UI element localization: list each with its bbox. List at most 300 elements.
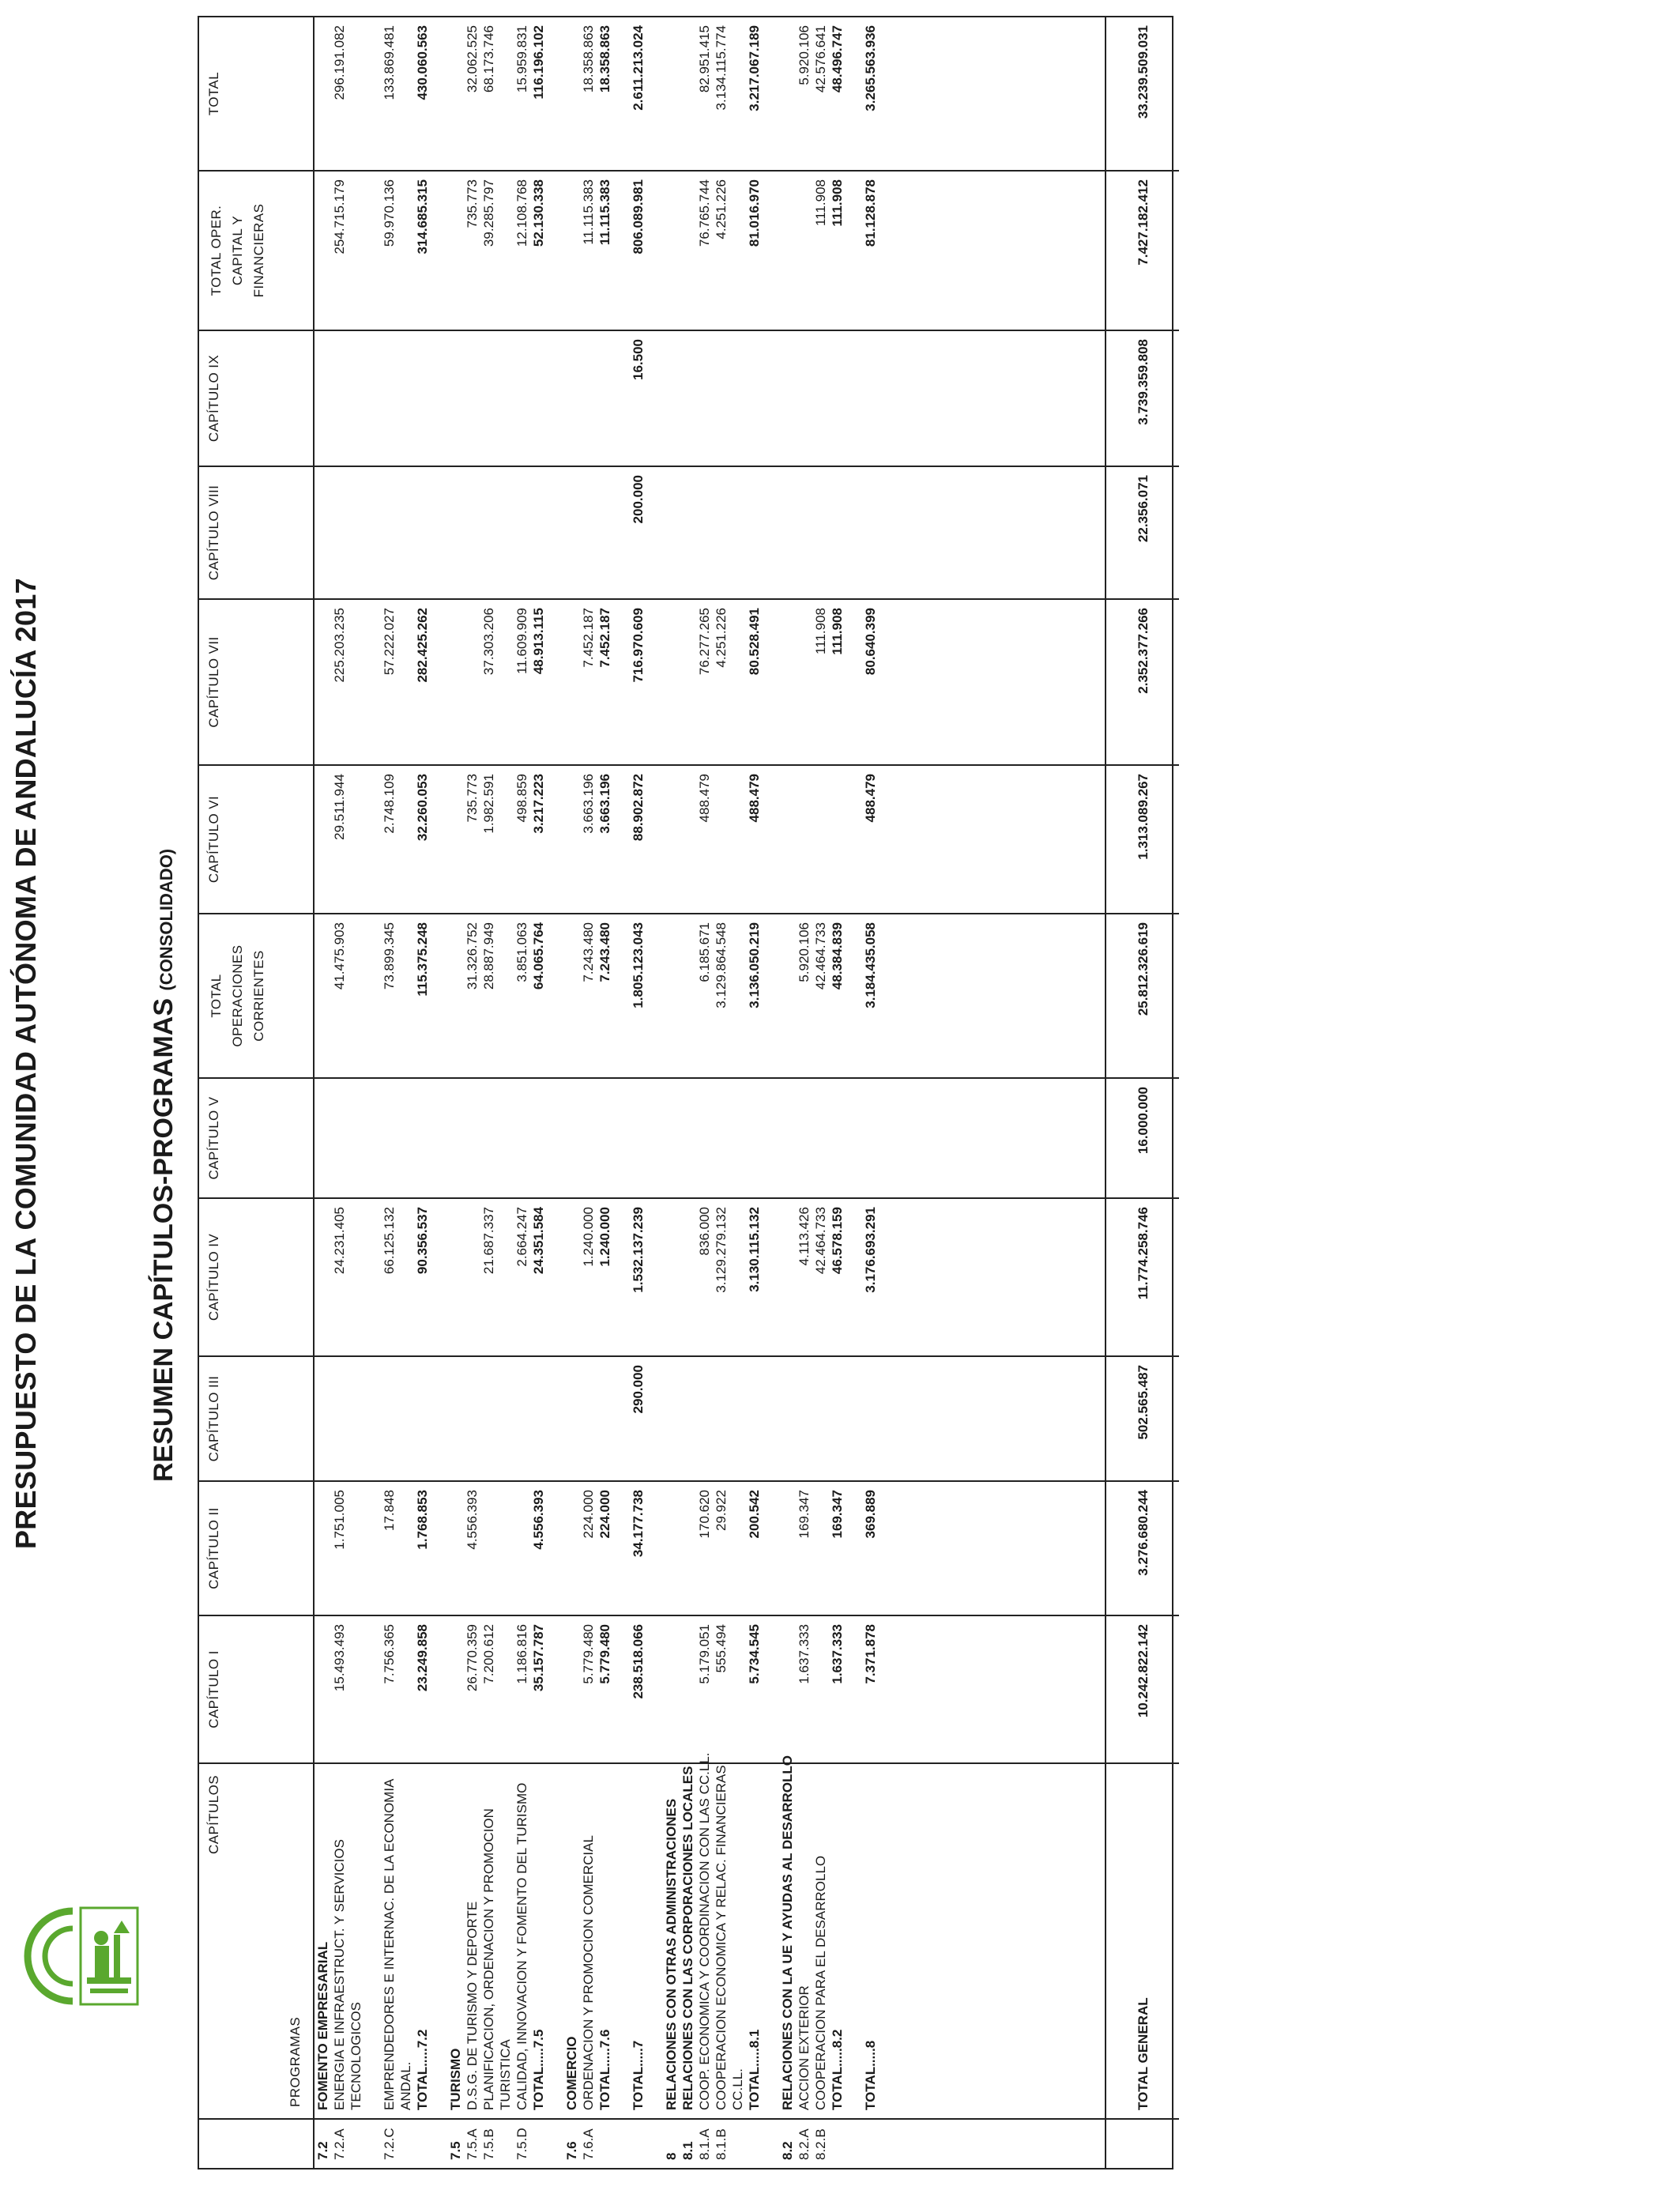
- program-name: EMPRENDEDORES E INTERNAC. DE LA ECONOMIA: [382, 1778, 397, 2110]
- value-cell: [613, 1490, 630, 1607]
- value-cell: [447, 339, 464, 458]
- value-cell: [563, 922, 580, 1069]
- value-cell: [796, 608, 812, 756]
- value-cell: [613, 25, 630, 162]
- program-code: [763, 2128, 779, 2160]
- value-cell: 88.902.872: [631, 774, 646, 842]
- value-cell: 3.176.693.291: [863, 1207, 878, 1293]
- toc-line-1: TOTAL: [209, 974, 224, 1018]
- value-cell: [779, 339, 796, 458]
- value-cell: [497, 1490, 514, 1607]
- value-cell: 3.134.115.774: [714, 25, 729, 111]
- value-cell: [431, 1207, 447, 1348]
- value-cell: [547, 179, 563, 322]
- value-cell: [497, 922, 514, 1069]
- value-cell: [779, 922, 796, 1069]
- value-cell: [348, 339, 364, 458]
- value-cell: [480, 1087, 497, 1189]
- value-cell: [630, 1087, 646, 1189]
- value-cell: [397, 774, 414, 905]
- program-code: 8: [664, 2152, 679, 2160]
- program-name: TURISTICA: [498, 2039, 513, 2110]
- value-cell: 37.303.206: [481, 608, 496, 676]
- header-cap6: CAPÍTULO VI: [199, 765, 314, 914]
- value-cell: 80.640.399: [863, 608, 878, 676]
- total-general-value: 3.276.680.244: [1106, 1481, 1179, 1615]
- value-cell: [729, 1087, 746, 1189]
- value-cell: [364, 475, 381, 590]
- value-cell: 7.371.878: [863, 1624, 878, 1684]
- value-cell: [763, 1207, 779, 1348]
- tocf-line-1: TOTAL OPER.: [209, 205, 224, 296]
- value-cell: [613, 922, 630, 1069]
- subtitle-note: (CONSOLIDADO): [156, 848, 176, 991]
- value-cell: [729, 922, 746, 1069]
- value-cell: [381, 475, 397, 590]
- program-code: [597, 2128, 613, 2160]
- value-cell: [729, 1365, 746, 1472]
- value-cell: [381, 1087, 397, 1189]
- value-cell: [846, 1087, 862, 1189]
- value-column-8: [314, 599, 1106, 765]
- budget-table: [199, 17, 1179, 2168]
- program-code: 8.1.A: [697, 2128, 712, 2160]
- value-cell: 6.185.671: [697, 922, 712, 982]
- value-cell: 3.217.223: [531, 774, 546, 834]
- value-cell: [846, 339, 862, 458]
- value-cell: [597, 339, 613, 458]
- total-general-label: TOTAL GENERAL: [1106, 1763, 1179, 2119]
- value-cell: 282.425.262: [415, 608, 430, 683]
- value-cell: [364, 1490, 381, 1607]
- value-cell: 4.251.226: [714, 608, 729, 668]
- value-cell: [779, 1490, 796, 1607]
- value-cell: 498.859: [514, 774, 529, 823]
- program-name: RELACIONES CON LAS CORPORACIONES LOCALES: [680, 1766, 695, 2110]
- value-cell: [663, 1087, 680, 1189]
- value-cell: [547, 922, 563, 1069]
- value-cell: [348, 475, 364, 590]
- value-cell: [397, 608, 414, 756]
- value-cell: [646, 1624, 663, 1755]
- value-cell: 369.889: [863, 1490, 878, 1539]
- program-name: TOTAL.....7.5: [531, 2029, 546, 2110]
- value-cell: 296.191.082: [332, 25, 347, 100]
- value-cell: [580, 475, 597, 590]
- value-cell: [315, 339, 331, 458]
- value-cell: [796, 1087, 812, 1189]
- value-cell: [796, 179, 812, 322]
- header-cap4: CAPÍTULO IV: [199, 1198, 314, 1356]
- total-general-value: 22.356.071: [1106, 466, 1179, 599]
- value-cell: [680, 1087, 696, 1189]
- value-cell: [646, 608, 663, 756]
- program-name: ACCION EXTERIOR: [797, 1985, 812, 2110]
- value-cell: [315, 1207, 331, 1348]
- program-name: TOTAL.....7: [631, 2040, 646, 2110]
- program-name: [613, 1772, 630, 2110]
- value-cell: [563, 1490, 580, 1607]
- value-cell: [696, 1087, 713, 1189]
- program-name: COOPERACION PARA EL DESARROLLO: [813, 1855, 828, 2110]
- value-cell: 3.129.864.548: [714, 922, 729, 1008]
- value-cell: [563, 339, 580, 458]
- value-cell: 7.452.187: [597, 608, 612, 668]
- value-cell: 2.748.109: [382, 774, 397, 834]
- program-name: ORDENACION Y PROMOCION COMERCIAL: [581, 1835, 596, 2110]
- program-code: [630, 2128, 646, 2160]
- value-cell: [514, 1087, 530, 1189]
- value-cell: 15.493.493: [332, 1624, 347, 1692]
- value-cell: [763, 1087, 779, 1189]
- value-cell: [414, 475, 431, 590]
- value-cell: [364, 339, 381, 458]
- value-cell: 4.113.426: [797, 1207, 812, 1266]
- value-cell: [812, 774, 829, 905]
- value-cell: 41.475.903: [332, 922, 347, 990]
- value-cell: 46.578.159: [830, 1207, 845, 1275]
- value-cell: 1.186.816: [514, 1624, 529, 1684]
- value-cell: 254.715.179: [332, 179, 347, 254]
- program-code: 8.1: [680, 2141, 695, 2160]
- value-cell: 5.779.480: [597, 1624, 612, 1684]
- value-cell: 1.805.123.043: [631, 922, 646, 1008]
- value-cell: [829, 339, 846, 458]
- value-cell: [348, 1365, 364, 1472]
- value-cell: [348, 774, 364, 905]
- value-cell: [348, 1207, 364, 1348]
- value-cell: 200.542: [747, 1490, 762, 1539]
- value-cell: 32.062.525: [465, 25, 480, 93]
- value-cell: [563, 774, 580, 905]
- value-cell: [680, 608, 696, 756]
- value-cell: [680, 25, 696, 162]
- value-cell: 3.851.063: [514, 922, 529, 982]
- program-code: 7.2.C: [382, 2128, 397, 2160]
- value-cell: 16.500: [631, 339, 646, 380]
- value-cell: 76.765.744: [697, 179, 712, 247]
- value-cell: [812, 1490, 829, 1607]
- value-cell: [331, 1365, 348, 1472]
- value-cell: 31.326.752: [465, 922, 480, 990]
- program-name: [763, 1772, 779, 2110]
- program-code: [530, 2128, 547, 2160]
- value-cell: 7.200.612: [481, 1624, 496, 1684]
- value-cell: [364, 774, 381, 905]
- total-general-code: [1106, 2119, 1179, 2168]
- program-code: [646, 2128, 663, 2160]
- header-cap3: CAPÍTULO III: [199, 1356, 314, 1481]
- total-general-value: 33.239.509.031: [1106, 17, 1179, 171]
- value-cell: [680, 179, 696, 322]
- header-cap8: CAPÍTULO VIII: [199, 466, 314, 599]
- value-cell: [547, 608, 563, 756]
- program-code: 7.5.A: [465, 2128, 480, 2160]
- program-code: 7.5.B: [481, 2128, 496, 2160]
- value-cell: [713, 774, 729, 905]
- value-cell: [729, 608, 746, 756]
- value-cell: [713, 339, 729, 458]
- value-cell: 224.000: [581, 1490, 596, 1539]
- value-cell: 48.496.747: [830, 25, 845, 93]
- value-cell: [663, 1365, 680, 1472]
- value-column-9: [314, 466, 1106, 599]
- value-cell: 115.375.248: [415, 922, 430, 997]
- value-cell: 4.556.393: [531, 1490, 546, 1550]
- value-cell: 1.637.333: [830, 1624, 845, 1684]
- value-cell: [414, 1087, 431, 1189]
- program-code: [348, 2128, 364, 2160]
- value-cell: [497, 774, 514, 905]
- header-cap5: CAPÍTULO V: [199, 1078, 314, 1198]
- value-cell: [364, 1365, 381, 1472]
- value-cell: 488.479: [747, 774, 762, 823]
- toc-line-3: CORRIENTES: [251, 950, 266, 1042]
- value-cell: 314.685.315: [415, 179, 430, 254]
- value-cell: 200.000: [631, 475, 646, 524]
- program-name: [846, 1772, 862, 2110]
- value-cell: [646, 1207, 663, 1348]
- value-cell: 29.922: [714, 1490, 729, 1531]
- value-cell: [514, 1490, 530, 1607]
- program-name: CC.LL.: [730, 2068, 745, 2110]
- value-cell: [364, 179, 381, 322]
- value-cell: [779, 608, 796, 756]
- value-cell: [812, 1624, 829, 1755]
- value-cell: [812, 1365, 829, 1472]
- value-cell: [763, 1624, 779, 1755]
- value-cell: 11.115.383: [581, 179, 596, 245]
- value-cell: [530, 1087, 547, 1189]
- value-cell: [846, 25, 862, 162]
- value-cell: 488.479: [863, 774, 878, 823]
- value-cell: [447, 475, 464, 590]
- value-cell: [547, 1490, 563, 1607]
- value-cell: [431, 179, 447, 322]
- value-cell: 11.609.909: [514, 608, 529, 674]
- value-cell: [315, 608, 331, 756]
- value-cell: [464, 339, 480, 458]
- value-cell: 15.959.831: [514, 25, 529, 93]
- total-general-row: [1106, 17, 1179, 2168]
- value-cell: 111.908: [813, 179, 828, 226]
- value-cell: [331, 1087, 348, 1189]
- program-code: [547, 2128, 563, 2160]
- value-cell: 3.130.115.132: [747, 1207, 762, 1292]
- value-cell: [696, 1365, 713, 1472]
- value-cell: 1.532.137.239: [631, 1207, 646, 1293]
- value-cell: [746, 1365, 763, 1472]
- program-name: [364, 1772, 381, 2110]
- value-cell: [846, 475, 862, 590]
- value-cell: [663, 179, 680, 322]
- value-cell: [563, 1207, 580, 1348]
- program-name: TURISMO: [448, 2048, 463, 2110]
- value-cell: 169.347: [830, 1490, 845, 1539]
- value-cell: 81.128.878: [863, 179, 878, 247]
- header-capitulos-label: CAPÍTULOS: [206, 1775, 221, 1854]
- value-cell: [464, 1207, 480, 1348]
- total-general-value: 1.313.089.267: [1106, 765, 1179, 914]
- program-code: [729, 2128, 746, 2160]
- header-total-oper-corrientes: [199, 914, 314, 1078]
- body-row: [314, 17, 1106, 2168]
- value-cell: [663, 774, 680, 905]
- value-cell: [846, 774, 862, 905]
- value-cell: [812, 1087, 829, 1189]
- value-cell: [796, 475, 812, 590]
- value-cell: 111.908: [830, 179, 845, 227]
- value-cell: 76.277.265: [697, 608, 712, 676]
- value-cell: 42.576.641: [813, 25, 828, 93]
- value-cell: [447, 922, 464, 1069]
- value-cell: [680, 339, 696, 458]
- header-cap2: CAPÍTULO II: [199, 1481, 314, 1615]
- value-cell: [497, 179, 514, 322]
- program-code: [397, 2128, 414, 2160]
- value-cell: [696, 475, 713, 590]
- value-cell: [547, 339, 563, 458]
- value-cell: [431, 922, 447, 1069]
- value-cell: [729, 774, 746, 905]
- value-cell: [497, 1207, 514, 1348]
- value-cell: 35.157.787: [531, 1624, 546, 1692]
- value-cell: 1.637.333: [797, 1624, 812, 1684]
- value-cell: 225.203.235: [332, 608, 347, 683]
- value-cell: 555.494: [714, 1624, 729, 1673]
- value-cell: [580, 339, 597, 458]
- value-cell: [779, 179, 796, 322]
- value-cell: [563, 608, 580, 756]
- value-cell: [480, 1365, 497, 1472]
- value-cell: [597, 475, 613, 590]
- header-row: [199, 17, 314, 2168]
- total-general-value: 7.427.182.412: [1106, 171, 1179, 330]
- value-cell: [663, 339, 680, 458]
- program-code: 8.1.B: [714, 2128, 729, 2160]
- value-cell: [680, 475, 696, 590]
- value-cell: [331, 339, 348, 458]
- value-cell: [779, 1624, 796, 1755]
- value-cell: 29.511.944: [332, 774, 347, 840]
- value-cell: 24.351.584: [531, 1207, 546, 1275]
- value-cell: [613, 608, 630, 756]
- header-codes: [199, 2119, 314, 2168]
- value-cell: 3.663.196: [597, 774, 612, 834]
- value-cell: 7.452.187: [581, 608, 596, 668]
- value-cell: [364, 922, 381, 1069]
- program-name: D.S.G. DE TURISMO Y DEPORTE: [465, 1901, 480, 2110]
- value-cell: 7.243.480: [581, 922, 596, 982]
- value-cell: 1.751.005: [332, 1490, 347, 1550]
- value-cell: [713, 1365, 729, 1472]
- value-cell: [431, 475, 447, 590]
- value-cell: 68.173.746: [481, 25, 496, 93]
- program-name: CALIDAD, INNOVACION Y FOMENTO DEL TURISMO: [514, 1782, 529, 2110]
- value-cell: [447, 1207, 464, 1348]
- value-cell: [729, 25, 746, 162]
- value-cell: 3.217.067.189: [747, 25, 762, 111]
- value-cell: [680, 1207, 696, 1348]
- value-cell: [397, 1624, 414, 1755]
- value-cell: [846, 179, 862, 322]
- value-cell: 57.222.027: [382, 608, 397, 676]
- value-cell: [729, 1490, 746, 1607]
- value-cell: [680, 774, 696, 905]
- value-cell: [514, 339, 530, 458]
- value-cell: 224.000: [597, 1490, 612, 1539]
- value-cell: 24.231.405: [332, 1207, 347, 1275]
- value-cell: [613, 475, 630, 590]
- value-cell: [530, 339, 547, 458]
- value-cell: [497, 1365, 514, 1472]
- program-name: [646, 1772, 663, 2110]
- value-cell: [663, 475, 680, 590]
- page-subtitle: [149, 849, 179, 1482]
- value-cell: [381, 339, 397, 458]
- code-column: [314, 2119, 1106, 2168]
- value-cell: 1.240.000: [581, 1207, 596, 1267]
- value-column-1: [314, 1615, 1106, 1763]
- value-cell: [447, 1365, 464, 1472]
- value-cell: [646, 1365, 663, 1472]
- value-cell: [663, 1207, 680, 1348]
- value-cell: [364, 1207, 381, 1348]
- value-cell: 3.265.563.936: [863, 25, 878, 111]
- value-cell: [547, 1207, 563, 1348]
- program-code: 8.2.B: [813, 2128, 828, 2160]
- value-cell: [547, 475, 563, 590]
- program-code: [829, 2128, 846, 2160]
- value-cell: 17.848: [382, 1490, 397, 1531]
- value-cell: [447, 774, 464, 905]
- value-cell: 1.768.853: [415, 1490, 430, 1550]
- value-cell: [497, 1087, 514, 1189]
- value-cell: [646, 1087, 663, 1189]
- value-cell: 3.184.435.058: [863, 922, 878, 1008]
- value-cell: [763, 25, 779, 162]
- value-cell: [696, 339, 713, 458]
- value-column-7: [314, 765, 1106, 914]
- value-cell: [348, 922, 364, 1069]
- value-cell: 73.899.345: [382, 922, 397, 990]
- value-cell: [397, 25, 414, 162]
- program-column: [314, 1752, 1106, 2119]
- value-cell: [763, 179, 779, 322]
- value-cell: 59.970.136: [382, 179, 397, 247]
- value-cell: 735.773: [465, 774, 480, 823]
- value-cell: 111.908: [830, 608, 845, 655]
- value-cell: [431, 339, 447, 458]
- program-code: [364, 2128, 381, 2160]
- value-cell: [779, 25, 796, 162]
- value-cell: [862, 475, 879, 590]
- program-code: 7.2: [315, 2141, 330, 2160]
- value-cell: 5.779.480: [581, 1624, 596, 1684]
- value-cell: [364, 1087, 381, 1189]
- value-cell: [613, 774, 630, 905]
- header-cap1: CAPÍTULO I: [199, 1615, 314, 1763]
- value-cell: [646, 1490, 663, 1607]
- program-name: COOPERACION ECONOMICA Y RELAC. FINANCIERAS: [714, 1765, 729, 2110]
- value-cell: [547, 1087, 563, 1189]
- value-cell: [464, 1087, 480, 1189]
- value-cell: [613, 1087, 630, 1189]
- value-cell: [514, 475, 530, 590]
- value-cell: [497, 1624, 514, 1755]
- value-cell: [547, 25, 563, 162]
- value-cell: [613, 1624, 630, 1755]
